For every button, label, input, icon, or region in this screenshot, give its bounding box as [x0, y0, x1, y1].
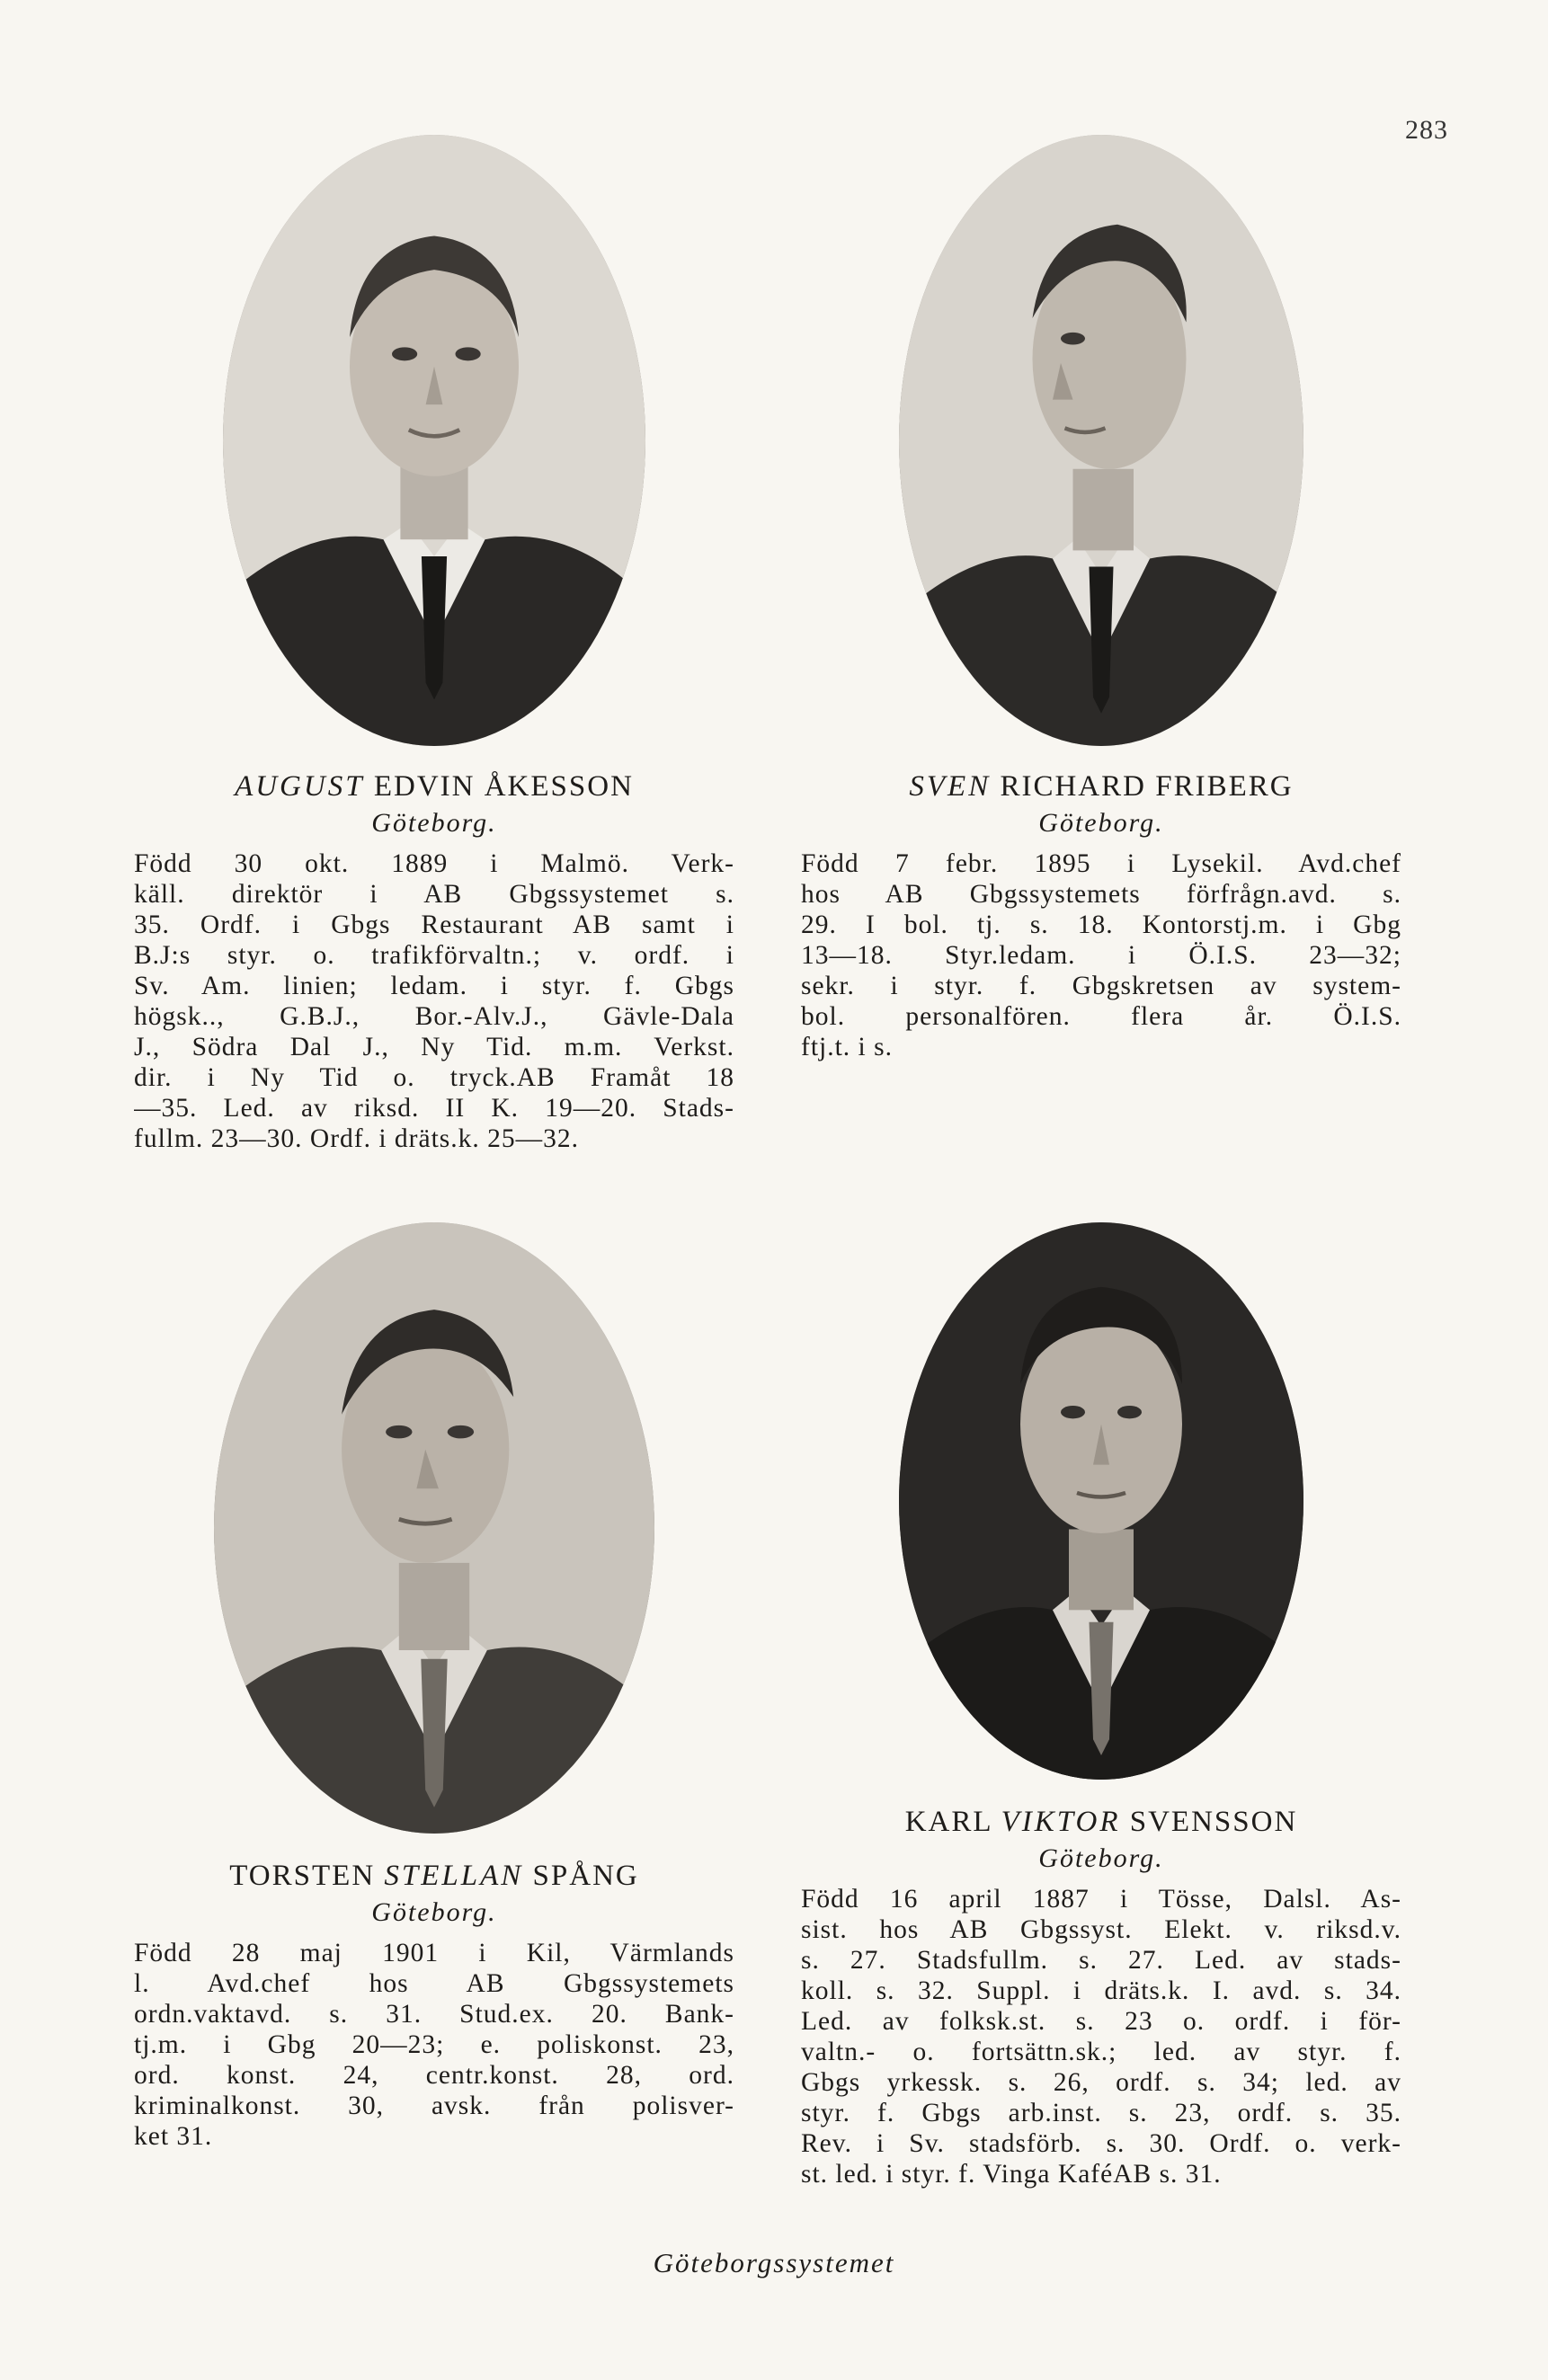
bio-line: 29. I bol. tj. s. 18. Kontorstj.m. i Gbg [801, 910, 1401, 939]
person-name-italic: VIKTOR [1001, 1806, 1121, 1838]
bio-line: s. 27. Stadsfullm. s. 27. Led. av stads- [801, 1946, 1401, 1975]
page-footer: Göteborgssystemet [653, 2247, 895, 2278]
bio-line: st. led. i styr. f. Vinga KaféAB s. 31. [801, 2160, 1222, 2189]
bio-line: 13—18. Styr.ledam. i Ö.I.S. 23—32; [801, 941, 1401, 970]
biography-entry-friberg [796, 135, 1407, 1062]
person-city: Göteborg. [1038, 1843, 1164, 1873]
bio-line: ftj.t. i s. [801, 1033, 893, 1061]
bio-line: Gbgs yrkessk. s. 26, ordf. s. 34; led. av [801, 2068, 1401, 2097]
bio-line: Rev. i Sv. stadsförb. s. 30. Ordf. o. verk- [801, 2129, 1401, 2158]
bio-line: valtn.- o. fortsättn.sk.; led. av styr. f. [801, 2038, 1401, 2066]
biography-entry-svensson [796, 1222, 1407, 2189]
bio-line: B.J:s styr. o. trafikförvaltn.; v. ordf. i [134, 941, 734, 970]
bio-line: 35. Ordf. i Gbgs Restaurant AB samt i [134, 910, 734, 939]
bio-line: —35. Led. av riksd. II K. 19—20. Stads- [134, 1094, 734, 1123]
person-name: KARL VIKTOR SVENSSON [904, 1806, 1298, 1838]
bio-line: kriminalkonst. 30, avsk. från polisver- [134, 2091, 734, 2120]
person-name-italic: STELLAN [384, 1860, 524, 1892]
bio-line: fullm. 23—30. Ordf. i dräts.k. 25—32. [134, 1124, 580, 1153]
person-name-italic: SVEN [909, 770, 992, 803]
person-name: TORSTEN STELLAN SPÅNG [229, 1860, 639, 1892]
bio-line: Led. av folksk.st. s. 23 o. ordf. i för- [801, 2007, 1401, 2036]
bio-line: tj.m. i Gbg 20—23; e. poliskonst. 23, [134, 2030, 734, 2059]
person-name: SVEN RICHARD FRIBERG [909, 770, 1294, 803]
bio-line: högsk.., G.B.J., Bor.-Alv.J., Gävle-Dala [134, 1002, 734, 1031]
page-number: 283 [1405, 115, 1448, 145]
person-city: Göteborg. [1038, 808, 1164, 838]
portrait-photo-spang [214, 1222, 654, 1834]
bio-line: bol. personalfören. flera år. Ö.I.S. [801, 1002, 1401, 1031]
portrait-photo-akesson [223, 135, 645, 746]
biography-entry-spang [129, 1222, 740, 2152]
biography-text [796, 848, 1407, 1062]
bio-line: Född 30 okt. 1889 i Malmö. Verk- [134, 849, 734, 878]
bio-line: hos AB Gbgssystemets förfrågn.avd. s. [801, 880, 1401, 909]
bio-line: Sv. Am. linien; ledam. i styr. f. Gbgs [134, 972, 734, 1000]
bio-line: käll. direktör i AB Gbgssystemet s. [134, 880, 734, 909]
portrait-photo-friberg [899, 135, 1303, 746]
person-name-italic: AUGUST [235, 770, 365, 803]
person-city: Göteborg. [371, 808, 497, 838]
bio-line: J., Södra Dal J., Ny Tid. m.m. Verkst. [134, 1033, 734, 1061]
portrait-photo-svensson [899, 1222, 1303, 1780]
bio-line: ord. konst. 24, centr.konst. 28, ord. [134, 2061, 734, 2090]
biography-text [129, 1938, 740, 2152]
person-name: AUGUST EDVIN ÅKESSON [235, 770, 634, 803]
bio-line: ordn.vaktavd. s. 31. Stud.ex. 20. Bank- [134, 2000, 734, 2029]
bio-line: l. Avd.chef hos AB Gbgssystemets [134, 1969, 734, 1998]
bio-line: Född 7 febr. 1895 i Lysekil. Avd.chef [801, 849, 1401, 878]
biography-text [796, 1884, 1407, 2189]
bio-line: koll. s. 32. Suppl. i dräts.k. I. avd. s. 34. [801, 1976, 1401, 2005]
bio-line: Född 16 april 1887 i Tösse, Dalsl. As- [801, 1885, 1401, 1914]
bio-line: styr. f. Gbgs arb.inst. s. 23, ordf. s. 35. [801, 2099, 1401, 2127]
bio-line: Född 28 maj 1901 i Kil, Värmlands [134, 1939, 734, 1967]
bio-line: dir. i Ny Tid o. tryck.AB Framåt 18 [134, 1063, 734, 1092]
person-city: Göteborg. [371, 1897, 497, 1927]
bio-line: ket 31. [134, 2122, 213, 2151]
bio-line: sist. hos AB Gbgssyst. Elekt. v. riksd.v. [801, 1915, 1401, 1944]
biography-entry-akesson [129, 135, 740, 1154]
biography-text [129, 848, 740, 1154]
bio-line: sekr. i styr. f. Gbgskretsen av system- [801, 972, 1401, 1000]
